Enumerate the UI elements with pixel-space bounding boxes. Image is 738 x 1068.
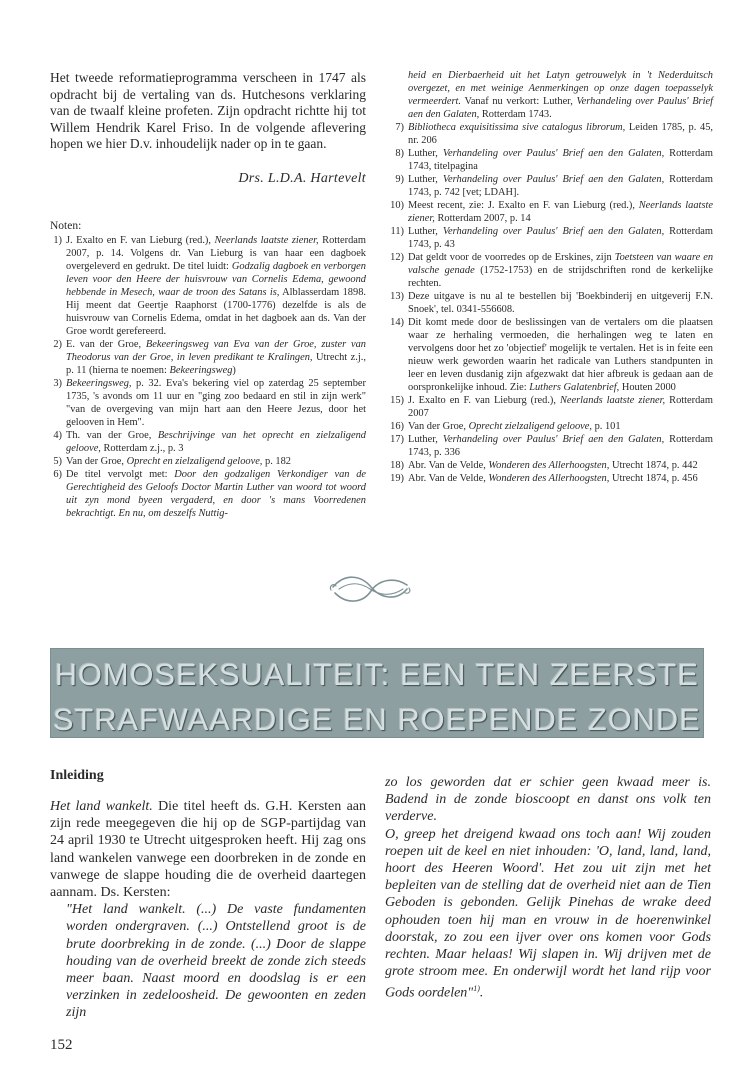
intro-text: Die titel heeft ds. G.H. Kersten aan zijn rede meegegeven die hij op de SGP-partijdag van 24 april 1930 te Utrecht uitgesproken heeft. Hij zag ons land wankelen vanwege een doorbreken in de zonde en vanwege de slappe houding die de overheid daartegen aannam. Ds. Kersten: bbox=[50, 799, 366, 901]
footnote-number: 6) bbox=[53, 468, 62, 480]
footnote-text: De titel vervolgt met: Door den godzaligen Verkondiger van de Gerechtigheid des Geloofs Doctor Martin Luther van woord tot woord uit zyn mond byeen vergaderd, en door 's mans Voorredenen bekrachtigt. En nu, om deszelfs Nuttig- bbox=[66, 468, 367, 519]
footnote-text: heid en Dierbaerheid uit het Latyn getrouwelyk in 't Nederduitsch overgezet, en met weinige Aenmerkingen op onze dagen toepasselyk vermeerdert. Vanaf nu verkort: Luther, Verhandeling over Paulus' Brief aen den Galaten, Rotterdam 1743. bbox=[408, 70, 713, 120]
footnote-number: 18) bbox=[390, 460, 404, 471]
footnote-text: Deze uitgave is nu al te bestellen bij 'Boekbinderij en uitgeverij F.N. Snoek', tel. 0341-556608. bbox=[408, 291, 713, 315]
footnote-number: 13) bbox=[390, 291, 404, 302]
footnote-text: Dat geldt voor de voorredes op de Erskines, zijn Toetsteen van waare en valsche genade (1752-1753) en de strijdschriften rond de kerkelijke rechten. bbox=[408, 252, 714, 289]
footnote-text: J. Exalto en F. van Lieburg (red.), Neerlands laatste ziener, Rotterdam 2007 bbox=[408, 395, 713, 419]
quote-part-2: zo los geworden dat er schier geen kwaad meer is. Badend in de zonde bioscoopt en danst ons volk ten verderve. bbox=[385, 775, 711, 825]
section-heading: Inleiding bbox=[50, 768, 104, 783]
footnote-number: 12) bbox=[390, 252, 404, 263]
footnote-text: Abr. Van de Velde, Wonderen des Allerhoogsten, Utrecht 1874, p. 442 bbox=[408, 460, 698, 471]
footnote-number: 11) bbox=[390, 226, 404, 237]
footnote-item bbox=[50, 455, 366, 468]
footnote-item bbox=[385, 173, 713, 199]
footnote-number: 9) bbox=[395, 174, 404, 185]
footnote-number: 19) bbox=[390, 473, 404, 484]
footnote-item bbox=[385, 251, 713, 290]
footnote-number: 17) bbox=[390, 434, 404, 445]
notes-title: Noten: bbox=[50, 219, 82, 232]
article-title-banner bbox=[50, 648, 704, 738]
footnote-text: Luther, Verhandeling over Paulus' Brief aen den Galaten, Rotterdam 1743, p. 43 bbox=[408, 226, 713, 250]
footnote-text: Meest recent, zie: J. Exalto en F. van Lieburg (red.), Neerlands laatste ziener, Rotterdam 2007, p. 14 bbox=[408, 200, 713, 224]
footnote-text: Van der Groe, Oprecht zielzaligend geloove, p. 101 bbox=[408, 421, 621, 432]
author-signature: Drs. L.D.A. Hartevelt bbox=[238, 170, 366, 186]
quote-end: . bbox=[479, 986, 484, 1002]
page-number: 152 bbox=[50, 1037, 73, 1053]
quote-part-1: "Het land wankelt. (...) De vaste fundamenten worden ondergraven. (...) Ontstellend groot is de brute doorbreking in de zonde. (...) Door de slappe houding van de overheid breekt de zonde zich steeds meer baan. Naast moord en doodslag is er een verzinken in zedeloosheid. De gewoonten en zeden zijn bbox=[66, 902, 366, 1021]
banner-title-line-1: HOMOSEKSUALITEIT: EEN TEN ZEERSTE bbox=[54, 658, 700, 692]
quote-part-3-text: O, greep het dreigend kwaad ons toch aan! Wij zouden roepen uit de keel en niet inhouden: 'O, land, land, land, hoort des Heeren Woord'. Het zou uit zijn met het bepleiten van de stelling dat de overheid niet aan de Tien Geboden is gebonden. Gelijk Pinehas de wrake deed ophouden toen hij man en vrouw in de hoerenwinkel doorstak, zo zou een ijver over ons komen voor Gods rechten. Maar helaas! Wij slapen in. Wij drijven met de grote stroom mee. En onderwijl wordt het land rijp voor Gods oordelen" bbox=[385, 826, 711, 1002]
top-left-column bbox=[50, 70, 366, 520]
footnote-reference: 1) bbox=[473, 984, 480, 994]
footnote-number: 15) bbox=[390, 395, 404, 406]
footnote-item bbox=[385, 459, 713, 472]
footnote-number: 7) bbox=[395, 122, 404, 133]
footnote-text: Abr. Van de Velde, Wonderen des Allerhoogsten, Utrecht 1874, p. 456 bbox=[408, 473, 698, 484]
notes-list-right bbox=[385, 69, 713, 485]
footnote-text: Luther, Verhandeling over Paulus' Brief aen den Galaten, Rotterdam 1743, p. 742 [vet; LDAH]. bbox=[408, 174, 713, 198]
top-right-column bbox=[385, 69, 713, 485]
footnote-number: 1) bbox=[53, 234, 62, 246]
footnote-item bbox=[385, 420, 713, 433]
footnote-number: 16) bbox=[390, 421, 404, 432]
footnote-text: Luther, Verhandeling over Paulus' Brief aen den Galaten, Rotterdam 1743, p. 336 bbox=[408, 434, 713, 458]
footnote-item bbox=[385, 316, 713, 394]
footnote-item bbox=[385, 199, 713, 225]
closing-paragraph: Het tweede reformatieprogramma verscheen in 1747 als opdracht bij de vertaling van ds. Hutchesons verklaring van de twaalf kleine profeten. Zijn opdracht richtte hij tot Willem Hendrik Karel Friso. In de volgende aflevering hopen we hier D.v. inhoudelijk nader op in te gaan. bbox=[50, 70, 366, 152]
intro-paragraph bbox=[50, 798, 366, 901]
footnote-item bbox=[385, 147, 713, 173]
quote-part-3 bbox=[385, 826, 711, 1003]
footnote-text: Bibliotheca exquisitissima sive catalogus librorum, Leiden 1785, p. 45, nr. 206 bbox=[408, 122, 713, 146]
notes-list-left bbox=[50, 234, 366, 520]
footnote-number: 5) bbox=[53, 455, 62, 467]
footnote-text: Luther, Verhandeling over Paulus' Brief aen den Galaten, Rotterdam 1743, titelpagina bbox=[408, 148, 713, 172]
footnote-item bbox=[50, 468, 366, 520]
footnote-text: E. van der Groe, Bekeeringsweg van Eva van der Groe, zuster van Theodorus van der Groe, in leven predikant te Kralingen, Utrecht z.j., p. 11 (hierna te noemen: Bekeeringsweg) bbox=[66, 338, 367, 376]
footnote-item bbox=[385, 394, 713, 420]
footnote-item bbox=[50, 377, 366, 429]
footnote-text: Bekeeringsweg, p. 32. Eva's bekering viel op zaterdag 25 september 1735, 's avonds om 11 uur en "ging zoo bedaard en stil in zijn werk" "van de overgeving van mijn hart aan den Heere Jezus, door het gelooven in Hem". bbox=[66, 377, 366, 428]
banner-title-line-2: STRAFWAARDIGE EN ROEPENDE ZONDE bbox=[53, 703, 701, 737]
footnote-item bbox=[385, 433, 713, 459]
ornament-flourish-icon bbox=[327, 569, 413, 609]
footnote-item bbox=[385, 69, 713, 121]
article-left-column bbox=[50, 768, 366, 1022]
footnote-item bbox=[385, 121, 713, 147]
footnote-number: 3) bbox=[53, 377, 62, 389]
footnote-text: Th. van der Groe, Beschrijvinge van het oprecht en zielzaligend geloove, Rotterdam z.j., p. 3 bbox=[66, 429, 366, 454]
footnote-item bbox=[385, 290, 713, 316]
footnote-number: 10) bbox=[390, 200, 404, 211]
footnote-number: 4) bbox=[53, 429, 62, 441]
footnote-item bbox=[50, 234, 366, 338]
footnote-text: Dit komt mede door de beslissingen van de vertalers om die plaatsen waar ze herhaling vermoeden, die herhalingen weg te laten en vervolgens door het zo 'objectief' mogelijk te vertalen. Het is in feite een nieuw werk geworden waarin het radicale van Luthers standpunten in leer en leven dusdanig zijn afgezwakt dat hier afbreuk is gedaan aan de oorspronkelijke inhoud. Zie: Luthers Galatenbrief, Houten 2000 bbox=[408, 317, 713, 393]
footnote-text: Van der Groe, Oprecht en zielzaligend geloove, p. 182 bbox=[66, 455, 291, 467]
footnote-number: 2) bbox=[53, 338, 62, 350]
footnote-text: J. Exalto en F. van Lieburg (red.), Neerlands laatste ziener, Rotterdam 2007, p. 14. Volgens dr. Van Lieburg is van haar een dagboek overgeleverd en gedrukt. De titel luidt: Godzalig dagboek en verborgen leven voor den Heere der huisvrouw van Cornelis Edema, gewoond hebbende in Mesech, waar de troon des Satans is, Alblasserdam 1898. Hij meent dat Geertje Raaphorst (1700-1776) dezelfde is als de huisvrouw van Cornelis Edema, omdat in het dagboek aan ds. Van der Groe wordt gerefereerd. bbox=[66, 234, 366, 337]
footnote-item bbox=[50, 429, 366, 455]
article-right-column bbox=[385, 774, 711, 1002]
footnote-item bbox=[385, 472, 713, 485]
intro-title: Het land wankelt. bbox=[50, 799, 153, 814]
footnote-item bbox=[385, 225, 713, 251]
footnote-number: 14) bbox=[390, 317, 404, 328]
footnote-number: 8) bbox=[395, 148, 404, 159]
footnote-item bbox=[50, 338, 366, 377]
